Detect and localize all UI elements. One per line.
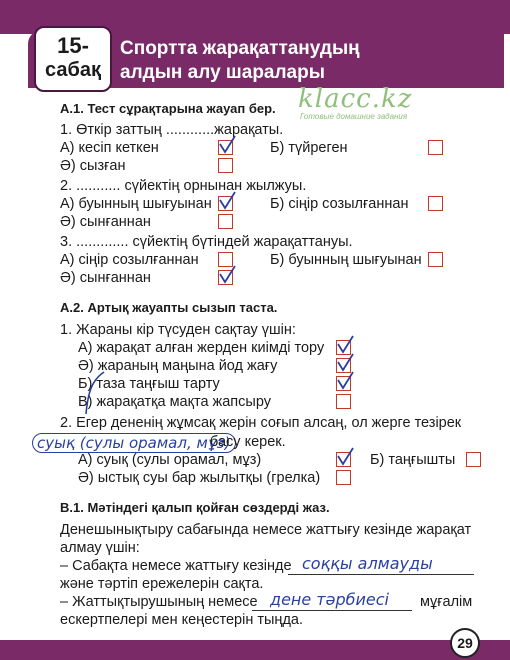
q1-option-b: Б) түйреген <box>270 140 348 156</box>
b1-blank1-line <box>288 574 474 575</box>
b1-line5-end: мұғалім <box>420 594 473 610</box>
a2-q1-item-a: А) жарақат алған жерден киімді тору <box>78 340 325 356</box>
b1-line6: ескертпелері мен кеңестерін тыңда. <box>60 612 303 628</box>
strike-mark <box>82 370 106 416</box>
q2-option-c: Ә) сынғаннан <box>60 214 151 230</box>
q1-checkbox-c[interactable] <box>218 158 233 173</box>
a2-q1-checkbox-c[interactable] <box>336 376 351 391</box>
section-b1-heading: В.1. Мәтіндегі қалып қойған сөздерді жаз. <box>60 500 330 515</box>
a2-q2-option-c: Ә) ыстық суы бар жылытқы (грелка) <box>78 470 321 486</box>
section-a2-heading: А.2. Артық жауапты сызып таста. <box>60 300 278 315</box>
page-title-line1: Спортта жарақаттанудың <box>120 38 360 59</box>
a2-q2-option-a: А) суық (сулы орамал, мұз) <box>78 452 262 468</box>
check-icon <box>219 138 234 153</box>
b1-handwritten-answer1: соққы алмауды <box>302 554 433 573</box>
section-a1-heading: А.1. Тест сұрақтарына жауап бер. <box>60 101 276 116</box>
a2-q2-handwritten-answer: суық (сулы орамал, мұз) <box>32 433 236 453</box>
a2-q2-text-end: басу керек. <box>210 434 286 450</box>
a2-q1-checkbox-b[interactable] <box>336 358 351 373</box>
b1-line4: және тәртіп ережелерін сақта. <box>60 576 264 592</box>
a2-q1-checkbox-d[interactable] <box>336 394 351 409</box>
watermark-logo: klacc.kz <box>298 84 413 114</box>
a2-q1-checkbox-a[interactable] <box>336 340 351 355</box>
q3-option-a: А) сіңір созылғаннан <box>60 252 199 268</box>
a2-q2-checkbox-b[interactable] <box>466 452 481 467</box>
a2-q2-option-b: Б) таңғышты <box>370 452 456 468</box>
check-icon <box>337 450 352 465</box>
q2-text: 2. ........... сүйектің орнынан жылжуы. <box>60 178 307 194</box>
q3-checkbox-b[interactable] <box>428 252 443 267</box>
q2-checkbox-a[interactable] <box>218 196 233 211</box>
q3-checkbox-c[interactable] <box>218 270 233 285</box>
page-number: 29 <box>450 628 480 658</box>
bottom-band <box>0 640 510 660</box>
a2-q1-item-b: Ә) жараның маңына йод жағу <box>78 358 278 374</box>
a2-q2-checkbox-a[interactable] <box>336 452 351 467</box>
q3-text: 3. ............. сүйектің бүтіндей жарақаттануы. <box>60 234 353 250</box>
lesson-word: сабақ <box>45 59 101 81</box>
b1-line5: – Жаттықтырушының немесе <box>60 594 258 610</box>
lesson-number: 15- <box>57 33 89 58</box>
q1-checkbox-b[interactable] <box>428 140 443 155</box>
q1-option-c: Ә) сызған <box>60 158 126 174</box>
check-icon <box>337 338 352 353</box>
q2-option-b: Б) сіңір созылғаннан <box>270 196 409 212</box>
q3-option-c: Ә) сынғаннан <box>60 270 151 286</box>
check-icon <box>337 356 352 371</box>
q2-checkbox-c[interactable] <box>218 214 233 229</box>
q1-option-a: А) кесіп кеткен <box>60 140 159 156</box>
q2-checkbox-b[interactable] <box>428 196 443 211</box>
b1-line3: – Сабақта немесе жаттығу кезінде <box>60 558 292 574</box>
a2-q2-text: 2. Егер дененің жұмсақ жерін соғып алсаң, ол жерге тезірек <box>60 415 462 431</box>
check-icon <box>219 194 234 209</box>
q1-checkbox-a[interactable] <box>218 140 233 155</box>
a2-q1-item-d: В) жарақатқа мақта жапсыру <box>78 394 271 410</box>
lesson-badge <box>34 26 112 92</box>
b1-line1: Денешынықтыру сабағында немесе жаттығу кезінде жарақат <box>60 522 472 538</box>
a2-q1-item-c: Б) таза таңғыш тарту <box>78 376 220 392</box>
check-icon <box>219 268 234 283</box>
b1-blank2-line <box>252 610 412 611</box>
q1-text: 1. Өткір заттың ............жарақаты. <box>60 122 284 138</box>
a2-q2-checkbox-c[interactable] <box>336 470 351 485</box>
b1-line2: алмау үшін: <box>60 540 140 556</box>
q3-checkbox-a[interactable] <box>218 252 233 267</box>
page-title-line2: алдын алу шаралары <box>120 62 325 83</box>
q3-option-b: Б) буынның шығуынан <box>270 252 422 268</box>
b1-handwritten-answer2: дене тәрбиесі <box>270 590 389 609</box>
q2-option-a: А) буынның шығуынан <box>60 196 212 212</box>
watermark-subtitle: Готовые домашние задания <box>300 112 408 121</box>
check-icon <box>337 374 352 389</box>
a2-q1-text: 1. Жараны кір түсуден сақтау үшін: <box>60 322 296 338</box>
